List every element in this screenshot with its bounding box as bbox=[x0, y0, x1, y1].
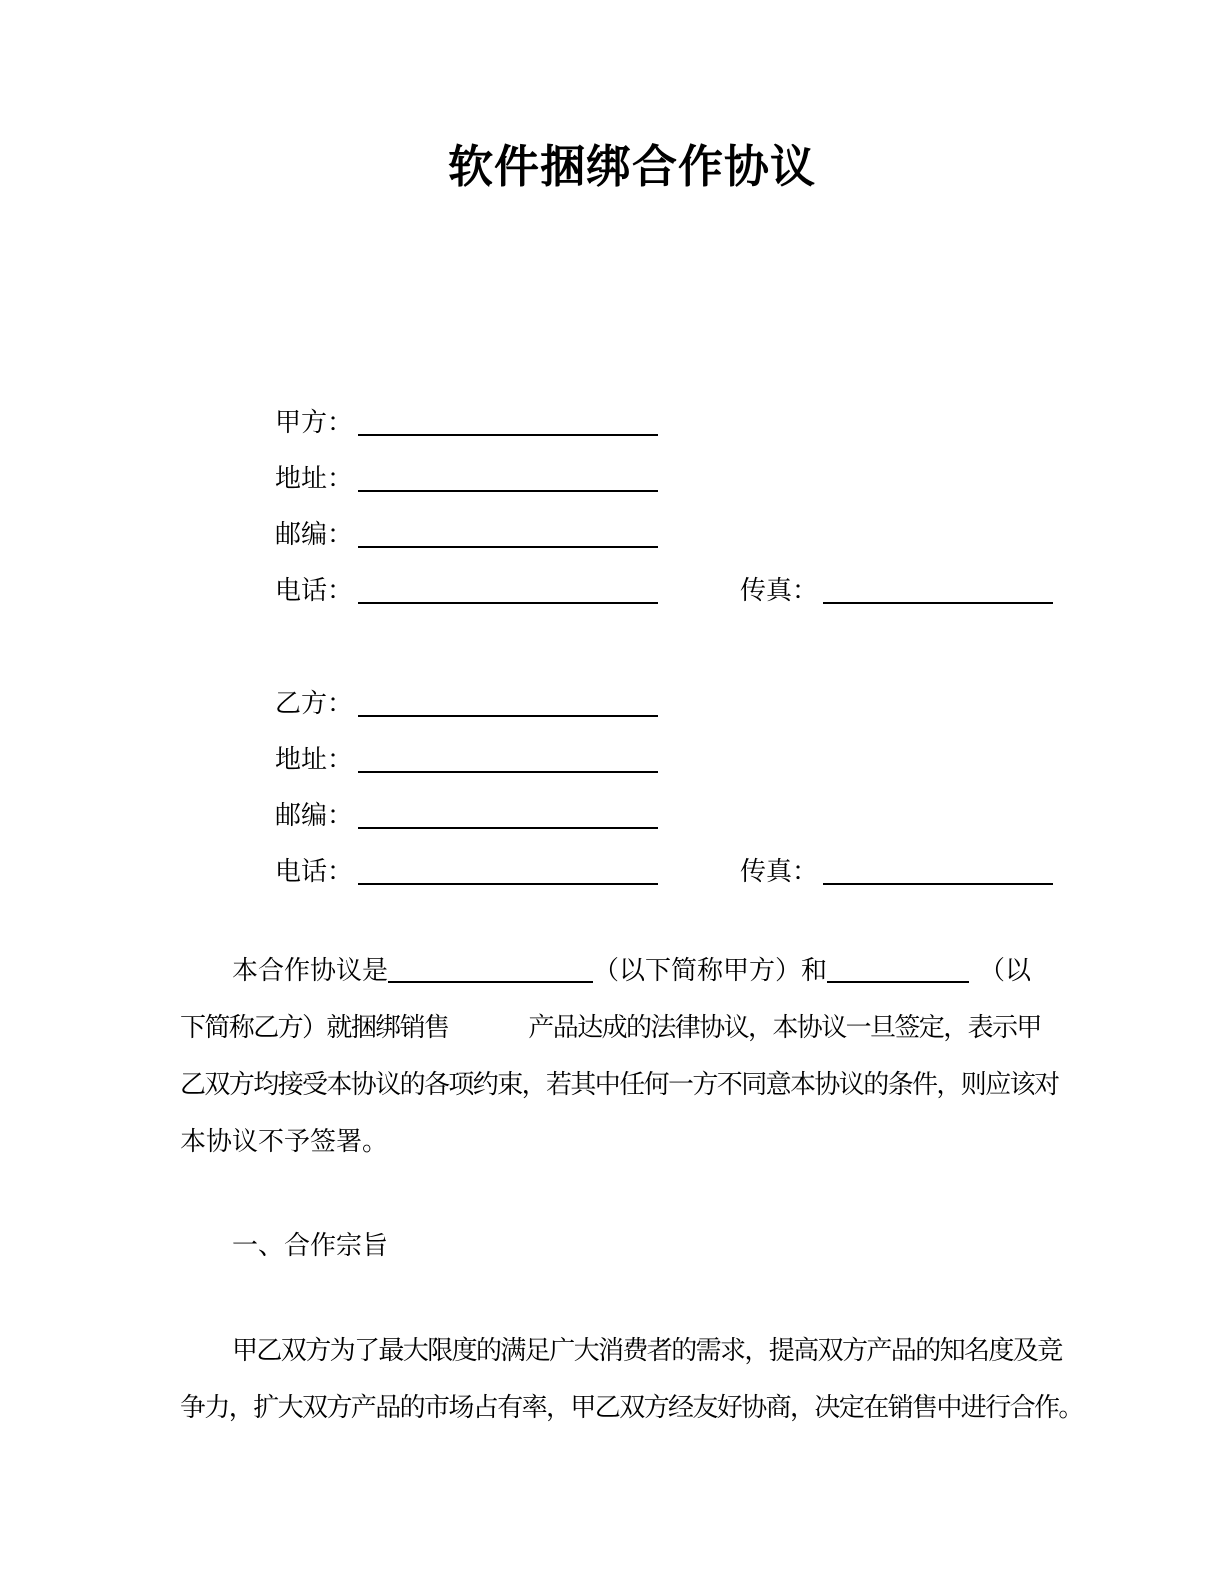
party-b-phone-label: 电话： bbox=[275, 857, 354, 886]
intro-seg1: 本合作协议是 bbox=[232, 956, 389, 985]
party-b-name-label: 乙方： bbox=[275, 689, 354, 718]
intro-line2-post: 产品达成的法律协议，本协议一旦签定，表示甲 bbox=[528, 1013, 1041, 1042]
document-title: 软件捆绑合作协议 bbox=[447, 141, 816, 192]
party-b-postcode-row bbox=[275, 800, 1084, 832]
party-a-phone-label: 电话： bbox=[275, 576, 354, 605]
party-b-phone-blank[interactable] bbox=[358, 859, 658, 885]
intro-seg3: （以 bbox=[979, 956, 1032, 985]
section1-heading: 一、合作宗旨 bbox=[232, 1231, 389, 1260]
party-a-address-row bbox=[275, 463, 1084, 495]
party-a-fax-label: 传真： bbox=[740, 576, 819, 605]
party-b-block bbox=[275, 688, 1084, 888]
party-b-fax-label: 传真： bbox=[740, 857, 819, 886]
party-a-name-blank[interactable] bbox=[358, 410, 658, 436]
party-a-postcode-row bbox=[275, 519, 1084, 551]
section1-paragraph bbox=[180, 1322, 1084, 1436]
intro-party-a-name-blank[interactable] bbox=[388, 961, 593, 983]
party-a-name-label: 甲方： bbox=[275, 408, 354, 437]
party-a-address-label: 地址： bbox=[275, 464, 354, 493]
party-a-phone-fax-row bbox=[275, 575, 1084, 607]
party-b-phone-fax-row bbox=[275, 856, 1084, 888]
party-a-fax-blank[interactable] bbox=[823, 578, 1053, 604]
intro-seg2: （以下简称甲方）和 bbox=[593, 956, 828, 985]
party-a-phone-blank[interactable] bbox=[358, 578, 658, 604]
party-b-address-blank[interactable] bbox=[358, 747, 658, 773]
section1-line-1: 甲乙双方为了最大限度的满足广大消费者的需求，提高双方产品的知名度及竞 bbox=[232, 1336, 1062, 1365]
intro-line-1 bbox=[180, 942, 1084, 999]
party-a-postcode-label: 邮编： bbox=[275, 520, 354, 549]
party-b-name-row bbox=[275, 688, 1084, 720]
intro-party-b-name-blank[interactable] bbox=[827, 961, 969, 983]
party-b-postcode-label: 邮编： bbox=[275, 801, 354, 830]
party-a-name-row bbox=[275, 407, 1084, 439]
intro-line2-pre: 下简称乙方）就捆绑销售 bbox=[180, 1013, 449, 1042]
party-b-address-row bbox=[275, 744, 1084, 776]
party-b-name-blank[interactable] bbox=[358, 691, 658, 717]
party-b-fax-blank[interactable] bbox=[823, 859, 1053, 885]
intro-paragraph bbox=[180, 942, 1084, 1170]
party-a-address-blank[interactable] bbox=[358, 466, 658, 492]
party-a-postcode-blank[interactable] bbox=[358, 522, 658, 548]
section1-line-2: 争力，扩大双方产品的市场占有率，甲乙双方经友好协商，决定在销售中进行合作。 bbox=[180, 1393, 1083, 1422]
party-b-address-label: 地址： bbox=[275, 745, 354, 774]
intro-line-3: 乙双方均接受本协议的各项约束，若其中任何一方不同意本协议的条件，则应该对 bbox=[180, 1070, 1059, 1099]
document-content bbox=[0, 140, 1224, 1436]
intro-line-2 bbox=[180, 999, 1084, 1056]
intro-line-4: 本协议不予签署。 bbox=[180, 1127, 389, 1156]
party-a-block bbox=[275, 407, 1084, 607]
party-b-postcode-blank[interactable] bbox=[358, 803, 658, 829]
